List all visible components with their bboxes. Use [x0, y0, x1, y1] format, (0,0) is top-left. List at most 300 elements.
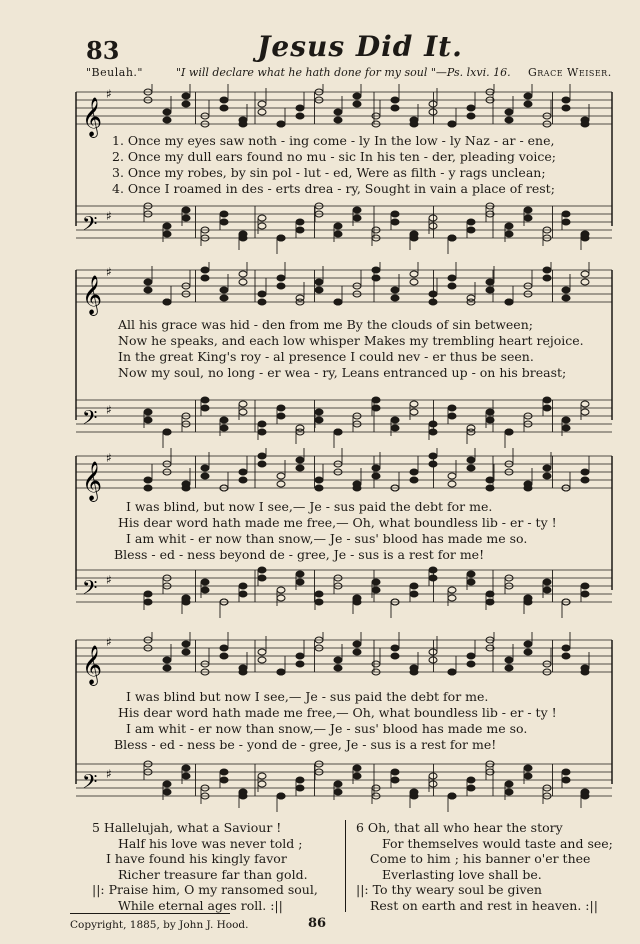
note-head	[410, 235, 418, 241]
note-head	[467, 465, 475, 471]
note-head	[562, 769, 570, 775]
note-head	[220, 105, 228, 111]
note-head	[524, 485, 532, 491]
system-4-chorus-3: I am whit - er now than snow,— Je - sus' blood has made me so.	[126, 721, 528, 736]
note-head	[391, 287, 399, 293]
note-head	[163, 657, 171, 663]
stanza-6-line-1: 6 Oh, that all who hear the story	[356, 820, 563, 835]
note-head	[277, 413, 285, 419]
note-head	[296, 465, 304, 471]
note-head	[296, 105, 304, 111]
note-head	[429, 575, 437, 581]
note-head	[239, 271, 247, 277]
note-head	[296, 653, 304, 659]
note-head	[467, 661, 475, 667]
note-head	[505, 117, 513, 123]
note-head	[505, 299, 513, 305]
note-head	[277, 283, 285, 289]
note-head	[562, 97, 570, 103]
note-head	[334, 109, 342, 115]
note-head	[258, 291, 266, 297]
note-head	[391, 219, 399, 225]
note-head	[486, 485, 494, 491]
note-head	[258, 109, 266, 115]
note-head	[448, 235, 456, 241]
system-4-chorus-1: I was blind but now I see,— Je - sus paid the debt for me.	[126, 689, 489, 704]
note-head	[372, 579, 380, 585]
note-head	[467, 227, 475, 233]
note-head	[410, 279, 418, 285]
note-head	[391, 295, 399, 301]
note-head	[277, 275, 285, 281]
note-head	[277, 405, 285, 411]
system-1-verse-1: 1. Once my eyes saw noth - ing come - ly In the low - ly Naz - ar - ene,	[112, 133, 555, 148]
note-head	[372, 587, 380, 593]
note-head	[334, 657, 342, 663]
note-head	[163, 665, 171, 671]
note-head	[315, 409, 323, 415]
note-head	[391, 425, 399, 431]
note-head	[353, 641, 361, 647]
note-head	[182, 641, 190, 647]
note-head	[410, 591, 418, 597]
note-head	[163, 223, 171, 229]
note-head	[410, 271, 418, 277]
note-head	[201, 587, 209, 593]
bass-staff	[76, 761, 612, 812]
treble-staff	[76, 448, 612, 502]
note-head	[524, 207, 532, 213]
note-head	[182, 93, 190, 99]
note-head	[239, 469, 247, 475]
note-head	[201, 465, 209, 471]
note-head	[334, 117, 342, 123]
note-head	[220, 653, 228, 659]
note-head	[144, 279, 152, 285]
note-head	[562, 777, 570, 783]
note-head	[220, 97, 228, 103]
note-head	[505, 657, 513, 663]
note-head	[524, 641, 532, 647]
key-signature-sharp-icon: ♯	[106, 209, 112, 223]
bass-clef-icon: 𝄢	[82, 770, 98, 798]
note-head	[448, 275, 456, 281]
note-head	[182, 773, 190, 779]
system-3-chorus-1: I was blind, but now I see,— Je - sus paid the debt for me.	[126, 499, 493, 514]
note-head	[543, 397, 551, 403]
note-head	[182, 599, 190, 605]
note-head	[296, 777, 304, 783]
note-head	[429, 429, 437, 435]
key-signature-sharp-icon: ♯	[106, 403, 112, 417]
stanza-6-line-4: Everlasting love shall be.	[382, 866, 542, 882]
note-head	[315, 591, 323, 597]
note-head	[144, 485, 152, 491]
note-head	[144, 409, 152, 415]
note-head	[239, 409, 247, 415]
system-4-chorus-4: Bless - ed - ness be - yond de - gree, Je - sus is a rest for me!	[114, 737, 497, 752]
note-head	[220, 219, 228, 225]
note-head	[429, 291, 437, 297]
note-head	[258, 567, 266, 573]
note-head	[277, 473, 285, 479]
system-3-chorus-3: I am whit - er now than snow,— Je - sus' blood has made me so.	[126, 531, 528, 546]
stanza-5-line-5: ||: Praise him, O my ransomed soul,	[92, 882, 318, 897]
note-head	[467, 777, 475, 783]
note-head	[239, 279, 247, 285]
note-head	[524, 649, 532, 655]
note-head	[429, 109, 437, 115]
note-head	[201, 267, 209, 273]
note-head	[562, 417, 570, 423]
key-signature-sharp-icon: ♯	[106, 767, 112, 781]
note-head	[429, 773, 437, 779]
note-head	[201, 275, 209, 281]
note-head	[391, 777, 399, 783]
note-head	[182, 101, 190, 107]
note-head	[296, 661, 304, 667]
note-head	[296, 457, 304, 463]
note-head	[429, 101, 437, 107]
note-head	[277, 793, 285, 799]
note-head	[296, 113, 304, 119]
bass-clef-icon: 𝄢	[82, 212, 98, 240]
note-head	[581, 469, 589, 475]
note-head	[239, 235, 247, 241]
note-head	[505, 789, 513, 795]
note-head	[277, 121, 285, 127]
note-head	[182, 765, 190, 771]
treble-clef-icon: 𝄞	[82, 645, 103, 685]
note-head	[429, 453, 437, 459]
note-head	[581, 669, 589, 675]
note-head	[258, 215, 266, 221]
note-head	[581, 591, 589, 597]
note-head	[334, 223, 342, 229]
note-head	[543, 405, 551, 411]
stanza-6-line-3: Come to him ; his banner o'er thee	[370, 851, 591, 866]
hymn-title: Jesus Did It.	[257, 30, 463, 63]
note-head	[543, 267, 551, 273]
note-head	[258, 773, 266, 779]
note-head	[220, 417, 228, 423]
note-head	[353, 765, 361, 771]
note-head	[182, 649, 190, 655]
note-head	[277, 587, 285, 593]
note-head	[353, 599, 361, 605]
note-head	[163, 429, 171, 435]
note-head	[448, 669, 456, 675]
note-head	[372, 405, 380, 411]
column-divider	[345, 820, 346, 912]
treble-staff	[76, 84, 612, 138]
note-head	[448, 793, 456, 799]
note-head	[239, 591, 247, 597]
note-head	[334, 231, 342, 237]
note-head	[315, 485, 323, 491]
note-head	[562, 219, 570, 225]
note-head	[239, 583, 247, 589]
note-head	[467, 571, 475, 577]
note-head	[163, 299, 171, 305]
note-head	[239, 121, 247, 127]
note-head	[448, 121, 456, 127]
note-head	[467, 653, 475, 659]
note-head	[201, 405, 209, 411]
note-head	[562, 295, 570, 301]
stanza-6	[356, 820, 613, 913]
key-signature-sharp-icon: ♯	[106, 635, 112, 649]
key-signature-sharp-icon: ♯	[106, 573, 112, 587]
note-head	[581, 235, 589, 241]
note-head	[391, 645, 399, 651]
note-head	[581, 477, 589, 483]
note-head	[239, 477, 247, 483]
note-head	[524, 773, 532, 779]
note-head	[391, 97, 399, 103]
note-head	[201, 397, 209, 403]
scripture-reference: "I will declare what he hath done for my soul "—Ps. lxvi. 16.	[176, 66, 511, 79]
key-signature-sharp-icon: ♯	[106, 265, 112, 279]
note-head	[315, 477, 323, 483]
stanza-6-line-2: For themselves would taste and see;	[382, 835, 613, 851]
note-head	[372, 267, 380, 273]
note-head	[486, 591, 494, 597]
note-head	[353, 773, 361, 779]
note-head	[429, 567, 437, 573]
stanza-6-line-5: ||: To thy weary soul be given	[356, 882, 542, 897]
note-head	[391, 653, 399, 659]
note-head	[581, 583, 589, 589]
note-head	[410, 477, 418, 483]
note-head	[372, 275, 380, 281]
treble-staff	[76, 262, 612, 316]
note-head	[144, 477, 152, 483]
note-head	[562, 653, 570, 659]
note-head	[353, 649, 361, 655]
note-head	[315, 599, 323, 605]
note-head	[334, 299, 342, 305]
key-signature-sharp-icon: ♯	[106, 451, 112, 465]
note-head	[429, 781, 437, 787]
treble-clef-icon: 𝄞	[82, 461, 103, 501]
note-head	[391, 417, 399, 423]
note-head	[543, 579, 551, 585]
note-head	[296, 227, 304, 233]
stanza-5	[92, 820, 318, 913]
system-1-verse-4: 4. Once I roamed in des - erts drea - ry, Sought in vain a place of rest;	[112, 181, 555, 196]
note-head	[581, 409, 589, 415]
note-head	[581, 793, 589, 799]
note-head	[429, 649, 437, 655]
note-head	[562, 211, 570, 217]
note-head	[467, 105, 475, 111]
key-signature-sharp-icon: ♯	[106, 87, 112, 101]
note-head	[372, 473, 380, 479]
note-head	[429, 421, 437, 427]
note-head	[353, 101, 361, 107]
note-head	[220, 645, 228, 651]
note-head	[448, 481, 456, 487]
note-head	[581, 121, 589, 127]
note-head	[429, 215, 437, 221]
note-head	[543, 465, 551, 471]
note-head	[201, 579, 209, 585]
note-head	[505, 429, 513, 435]
note-head	[220, 769, 228, 775]
note-head	[372, 397, 380, 403]
system-2-verse-3: In the great King's roy - al presence I could nev - er thus be seen.	[118, 349, 534, 364]
note-head	[163, 109, 171, 115]
composer-name: Grace Weiser.	[528, 66, 612, 79]
note-head	[258, 101, 266, 107]
stanza-5-line-1: 5 Hallelujah, what a Saviour !	[92, 820, 282, 835]
note-head	[524, 765, 532, 771]
stanza-5-line-3: I have found his kingly favor	[106, 851, 287, 866]
note-head	[277, 595, 285, 601]
note-head	[581, 401, 589, 407]
note-head	[486, 409, 494, 415]
note-head	[258, 649, 266, 655]
note-head	[543, 473, 551, 479]
note-head	[315, 279, 323, 285]
note-head	[410, 409, 418, 415]
note-head	[334, 781, 342, 787]
system-3-chorus-4: Bless - ed - ness beyond de - gree, Je - sus is a rest for me!	[114, 547, 485, 562]
note-head	[258, 299, 266, 305]
bass-staff	[76, 567, 612, 618]
note-head	[391, 211, 399, 217]
note-head	[505, 231, 513, 237]
note-head	[467, 113, 475, 119]
hymn-number: 83	[86, 36, 120, 65]
note-head	[372, 465, 380, 471]
note-head	[163, 789, 171, 795]
system-1-verse-2: 2. Once my dull ears found no mu - sic In his ten - der, pleading voice;	[112, 149, 556, 164]
note-head	[429, 461, 437, 467]
treble-clef-icon: 𝄞	[82, 275, 103, 315]
note-head	[448, 595, 456, 601]
note-head	[429, 223, 437, 229]
note-head	[220, 211, 228, 217]
note-head	[220, 777, 228, 783]
note-head	[144, 287, 152, 293]
bass-staff	[76, 203, 612, 254]
note-head	[277, 481, 285, 487]
stanza-5-line-2: Half his love was never told ;	[118, 835, 303, 851]
note-head	[163, 231, 171, 237]
note-head	[296, 219, 304, 225]
note-head	[220, 295, 228, 301]
note-head	[163, 117, 171, 123]
note-head	[258, 429, 266, 435]
note-head	[505, 109, 513, 115]
note-head	[277, 235, 285, 241]
note-head	[296, 571, 304, 577]
copyright-notice: Copyright, 1885, by John J. Hood.	[70, 919, 249, 931]
footer-rule	[70, 913, 230, 914]
note-head	[410, 669, 418, 675]
note-head	[391, 105, 399, 111]
note-head	[315, 417, 323, 423]
note-head	[239, 793, 247, 799]
note-head	[182, 207, 190, 213]
note-head	[448, 413, 456, 419]
note-head	[486, 287, 494, 293]
note-head	[467, 219, 475, 225]
note-head	[258, 575, 266, 581]
note-head	[334, 789, 342, 795]
note-head	[562, 287, 570, 293]
note-head	[353, 93, 361, 99]
note-head	[391, 769, 399, 775]
note-head	[144, 599, 152, 605]
note-head	[296, 785, 304, 791]
note-head	[448, 473, 456, 479]
system-2-verse-2: Now he speaks, and each low whisper Makes my trembling heart rejoice.	[118, 333, 584, 348]
note-head	[448, 405, 456, 411]
note-head	[163, 781, 171, 787]
note-head	[201, 473, 209, 479]
note-head	[239, 669, 247, 675]
note-head	[486, 477, 494, 483]
note-head	[581, 279, 589, 285]
bass-clef-icon: 𝄢	[82, 406, 98, 434]
note-head	[562, 105, 570, 111]
note-head	[410, 401, 418, 407]
note-head	[562, 645, 570, 651]
note-head	[353, 207, 361, 213]
treble-staff	[76, 632, 612, 686]
system-2-verse-1: All his grace was hid - den from me By the clouds of sin between;	[118, 317, 533, 332]
note-head	[429, 657, 437, 663]
note-head	[410, 793, 418, 799]
note-head	[220, 425, 228, 431]
note-head	[448, 283, 456, 289]
note-head	[334, 429, 342, 435]
note-head	[182, 485, 190, 491]
note-head	[334, 665, 342, 671]
note-head	[562, 425, 570, 431]
note-head	[220, 287, 228, 293]
note-head	[353, 485, 361, 491]
note-head	[467, 579, 475, 585]
note-head	[524, 599, 532, 605]
note-head	[277, 669, 285, 675]
note-head	[467, 785, 475, 791]
note-head	[315, 287, 323, 293]
system-2-verse-4: Now my soul, no long - er wea - ry, Leans entranced up - on his breast;	[118, 365, 567, 380]
note-head	[524, 215, 532, 221]
note-head	[467, 457, 475, 463]
note-head	[410, 121, 418, 127]
note-head	[448, 587, 456, 593]
note-head	[258, 453, 266, 459]
note-head	[258, 461, 266, 467]
note-head	[429, 299, 437, 305]
system-3-chorus-2: His dear word hath made me free,— Oh, what boundless lib - er - ty !	[118, 515, 557, 530]
note-head	[144, 591, 152, 597]
stanza-5-line-6: While eternal ages roll. :||	[118, 897, 283, 913]
system-1-verse-3: 3. Once my robes, by sin pol - lut - ed, Were as filth - y rags unclean;	[112, 165, 546, 180]
note-head	[410, 583, 418, 589]
note-head	[258, 223, 266, 229]
bass-staff	[76, 397, 612, 448]
note-head	[410, 469, 418, 475]
stanza-5-line-4: Richer treasure far than gold.	[118, 866, 308, 882]
note-head	[505, 781, 513, 787]
note-head	[524, 93, 532, 99]
